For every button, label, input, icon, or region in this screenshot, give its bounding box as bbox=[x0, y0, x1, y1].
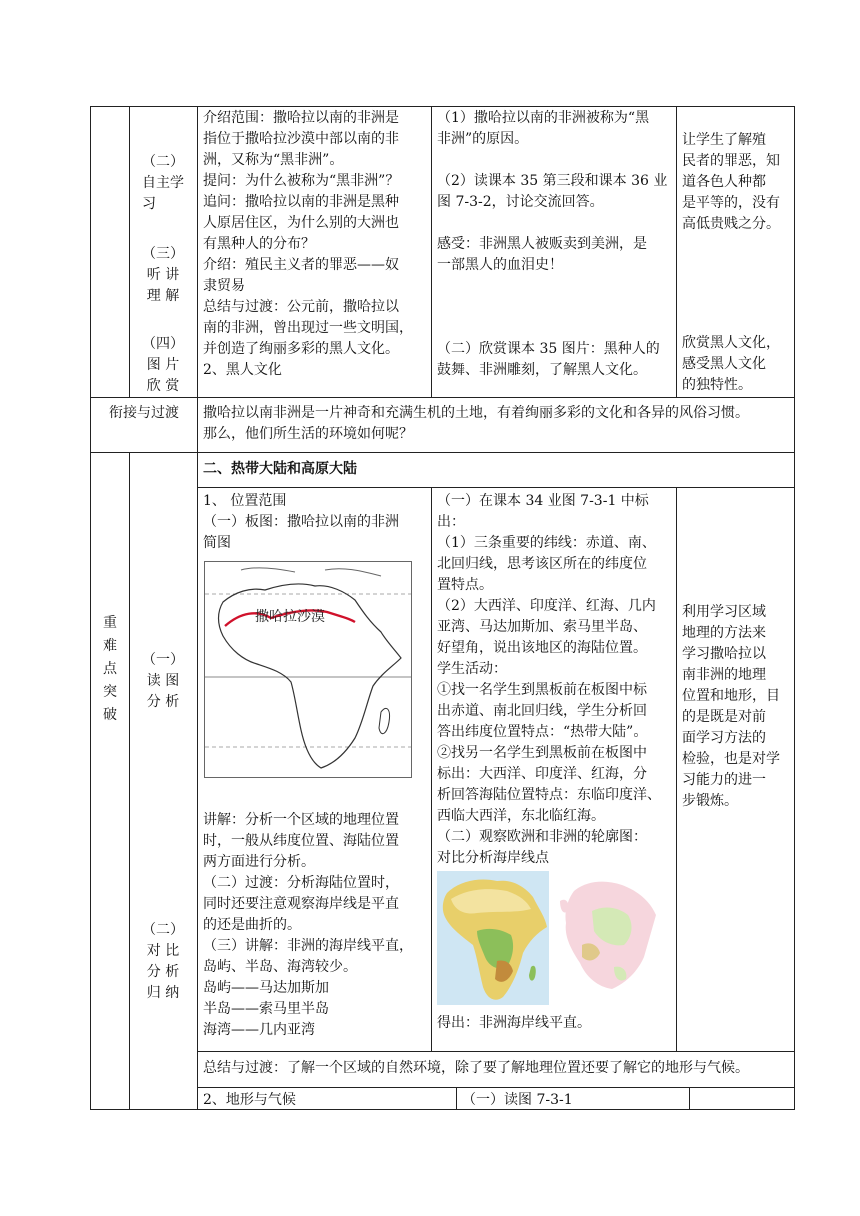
map-label-sahara: 撒哈拉沙漠 bbox=[255, 609, 325, 625]
teacher-explanation: 讲解：分析一个区域的地理位置 时，一般从纬度位置、海陆位置 两方面进行分析。 （二）过渡：分析海陆位置时， 同时还要注意观察海岸线是平直 的还是曲折的。 （三）讲解：非洲的海岸线平直， 岛屿、半岛、海湾较少。 岛屿——马达加斯加 半岛——索马里半岛 海湾——几内亚湾 bbox=[203, 812, 413, 1038]
design-intent: 欣赏黑人文化， 感受黑人文化 的独特性。 bbox=[682, 335, 780, 393]
row-divider bbox=[197, 1087, 795, 1088]
teacher-position: 1、 位置范围 （一）板图：撒哈拉以南的非洲 简图 bbox=[203, 493, 399, 551]
summary-text: 总结与过渡：了解一个区域的自然环境，除了要了解地理位置还要了解它的地形与气候。 bbox=[203, 1060, 749, 1076]
col-divider bbox=[689, 1087, 690, 1110]
step-label: 图 片 欣 赏 bbox=[146, 357, 180, 394]
stage-text: 重难点突破 bbox=[103, 615, 117, 723]
next-topic-student: （一）读图 7-3-1 bbox=[462, 1092, 573, 1108]
col-divider bbox=[129, 106, 130, 397]
table-right-border bbox=[794, 106, 795, 1110]
stage-label bbox=[92, 612, 128, 727]
table-top-border bbox=[90, 106, 795, 107]
row-divider bbox=[197, 487, 795, 488]
step-label: 听 讲 理 解 bbox=[146, 267, 180, 304]
row-divider bbox=[90, 452, 795, 453]
africa-physical-map bbox=[437, 871, 549, 1005]
next-topic-teacher: 2、地形与气候 bbox=[203, 1092, 296, 1108]
step-listen bbox=[131, 244, 195, 307]
col-divider bbox=[129, 452, 130, 1110]
step-number: （一） bbox=[142, 652, 184, 668]
africa-outline-svg bbox=[205, 562, 411, 777]
col-divider bbox=[676, 106, 677, 397]
row-divider bbox=[197, 1051, 795, 1052]
step-number: （四） bbox=[142, 336, 184, 352]
step-label: 自主学习 bbox=[142, 175, 184, 212]
teacher-activity: 介绍范围：撒哈拉以南的非洲是 指位于撒哈拉沙漠中部以南的非 洲，又称为“黑非洲”。 提问：为什么被称为“黑非洲”？ 追问：撒哈拉以南的非洲是黑种 人原居住区，为什么别的大洲也 有黑种人的分布？ 介绍：殖民主义者的罪恶——奴 隶贸易 总结与过渡：公元前，撒哈拉以 南的非洲，曾出现过一些文明国， 并创造了绚丽多彩的黑人文化。 2、黑人文化 bbox=[203, 110, 413, 378]
row-divider bbox=[90, 397, 795, 398]
step-self-study bbox=[131, 152, 195, 215]
europe-physical-map bbox=[552, 871, 662, 1005]
col-divider bbox=[197, 106, 198, 1110]
student-conclusion: 得出：非洲海岸线平直。 bbox=[437, 1015, 591, 1031]
transition-label: 衔接与过渡 bbox=[109, 405, 179, 421]
table-left-border bbox=[90, 106, 91, 1110]
step-label: 读 图 分 析 bbox=[146, 673, 180, 710]
step-number: （三） bbox=[142, 246, 184, 262]
step-number: （二） bbox=[142, 154, 184, 170]
col-divider bbox=[431, 106, 432, 397]
step-read-map bbox=[131, 650, 195, 713]
student-activity: （1）撒哈拉以南的非洲被称为“黑 非洲”的原因。 （2）读课本 35 第三段和课本 36 业 图 7-3-2，讨论交流回答。 感受：非洲黑人被贩卖到美洲，是 一部黑人的血泪史！ （二）欣赏课本 35 图片：黑种人的 鼓舞、非洲雕刻，了解黑人文化。 bbox=[437, 110, 668, 378]
col-divider bbox=[456, 1087, 457, 1110]
col-divider bbox=[676, 487, 677, 1051]
col-divider bbox=[431, 487, 432, 1051]
step-label: 对 比 分 析 归 纳 bbox=[146, 943, 180, 1001]
section-heading: 二、热带大陆和高原大陆 bbox=[203, 461, 357, 477]
design-intent: 利用学习区域 地理的方法来 学习撒哈拉以 南非洲的地理 位置和地形，目 的是既是对前 面学习方法的 检验，也是对学 习能力的进一 步锻炼。 bbox=[682, 604, 780, 809]
step-number: （二） bbox=[142, 922, 184, 938]
step-compare bbox=[131, 920, 195, 1004]
student-position-activity: （一）在课本 34 业图 7-3-1 中标出： （1）三条重要的纬线：赤道、南、 北回归线，思考该区所在的纬度位 置特点。 （2）大西洋、印度洋、红海、几内 亚湾、马达加斯加、索马里半岛、 好望角，说出该地区的海陆位置。 学生活动： ①找一名学生到黑板前在板图中标 出赤道、南北回归线，学生分析回 答出纬度位置特点：“热带大陆”。 ②找另一名学生到黑板前在板图中 标出：大西洋、印度洋、红海，分 析回答海陆位置特点：东临印度洋、 西临大西洋，东北临红海。 （二）观察欧洲和非洲的轮廓图： 对比分析海岸线点 bbox=[437, 493, 661, 866]
africa-outline-map bbox=[204, 561, 412, 778]
transition-text: 撒哈拉以南非洲是一片神奇和充满生机的土地，有着绚丽多彩的文化和各异的风俗习惯。 那么，他们所生活的环境如何呢？ bbox=[203, 405, 749, 442]
step-pictures bbox=[131, 334, 195, 397]
design-intent: 让学生了解殖 民者的罪恶，知 道各色人种都 是平等的，没有 高低贵贱之分。 bbox=[682, 132, 780, 232]
